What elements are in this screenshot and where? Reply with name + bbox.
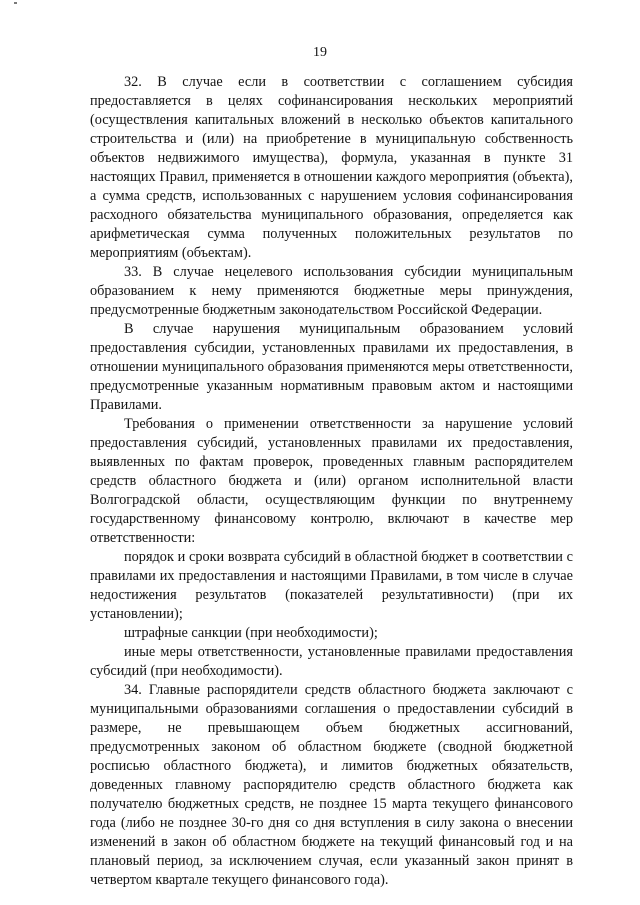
paragraph-34: 34. Главные распорядители средств областного бюджета заключают с муниципальными образованиями соглашения о предоставлении субсидий в размере, не превышающем объем бюджетных ассигнований, предусмотренных законом об областном бюджете (сводной бюджетной росписью областного бюджета), и лимитов бюджетных обязательств, доведенных главному распорядителю средств областного бюджета как получателю бюджетных средств, не позднее 15 марта текущего финансового года (либо не позднее 30-го дня со дня вступления в силу закона о внесении изменений в закон об областном бюджете на текущий финансовый год и на плановый период, за исключением случая, если указанный закон принят в четвертом квартале текущего финансового года).: [90, 682, 573, 888]
paragraph-requirements: Требования о применении ответственности за нарушение условий предоставления субсидий, установленных правилами их предоставления, выявленных по фактам проверок, проведенных главным распорядителем средств областного бюджета и (или) органом исполнительной власти Волгоградской области, осуществляющим функции по внутреннему государственному финансовому контролю, включают в качестве мер ответственности:: [90, 416, 573, 546]
list-item-other-measures: иные меры ответственности, установленные правилами предоставления субсидий (при необходимости).: [90, 644, 573, 679]
document-body: [90, 73, 573, 890]
list-item-penalties: штрафные санкции (при необходимости);: [124, 625, 378, 641]
list-item-refund-procedure: порядок и сроки возврата субсидий в областной бюджет в соответствии с правилами их предоставления и настоящими Правилами, в том числе в случае недостижения результатов (показателей результативности) (при их установлении);: [90, 549, 573, 622]
paragraph-32: 32. В случае если в соответствии с соглашением субсидия предоставляется в целях софинансирования нескольких мероприятий (осуществления капитальных вложений в несколько объектов капитального строительства и (или) на приобретение в муниципальную собственность объектов недвижимого имущества), формула, указанная в пункте 31 настоящих Правил, применяется в отношении каждого мероприятия (объекта), а сумма средств, использованных с нарушением условия софинансирования расходного обязательства муниципального образования, определяется как арифметическая сумма полученных положительных результатов по мероприятиям (объектам).: [90, 74, 573, 261]
page-number: 19: [313, 45, 327, 60]
scan-mark: [14, 2, 17, 4]
paragraph-33: 33. В случае нецелевого использования субсидии муниципальным образованием к нему применяются бюджетные меры принуждения, предусмотренные бюджетным законодательством Российской Федерации.: [90, 264, 573, 318]
paragraph-violation-measures: В случае нарушения муниципальным образованием условий предоставления субсидии, установленных правилами их предоставления, в отношении муниципального образования применяются меры ответственности, предусмотренные указанным нормативным правовым актом и настоящими Правилами.: [90, 321, 573, 413]
